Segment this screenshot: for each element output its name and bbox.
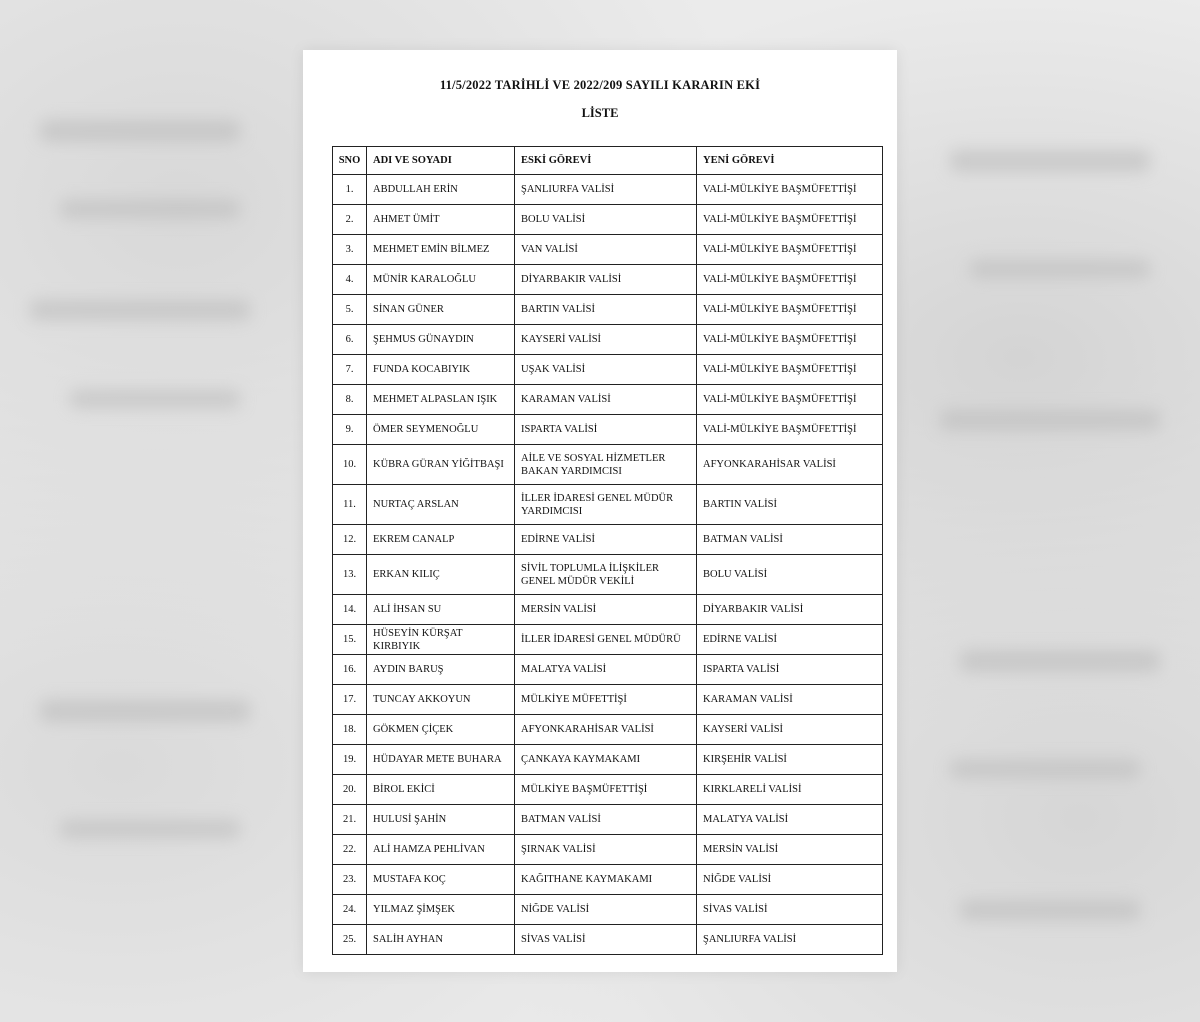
row-old-duty: İLLER İDARESİ GENEL MÜDÜRÜ [515,625,697,655]
row-name: ERKAN KILIÇ [367,555,515,595]
row-sno: 15. [333,625,367,655]
table-row [333,655,883,685]
row-old-duty: MERSİN VALİSİ [515,595,697,625]
row-sno: 14. [333,595,367,625]
row-name: HULUSİ ŞAHİN [367,805,515,835]
row-new-duty: KAYSERİ VALİSİ [697,715,883,745]
table-row [333,265,883,295]
table-row [333,525,883,555]
row-new-duty: KIRŞEHİR VALİSİ [697,745,883,775]
table-row [333,175,883,205]
row-sno: 6. [333,325,367,355]
row-name: AHMET ÜMİT [367,205,515,235]
row-name: BİROL EKİCİ [367,775,515,805]
row-new-duty: MERSİN VALİSİ [697,835,883,865]
table-row [333,445,883,485]
row-name: EKREM CANALP [367,525,515,555]
row-name: NURTAÇ ARSLAN [367,485,515,525]
row-sno: 1. [333,175,367,205]
row-new-duty: NİĞDE VALİSİ [697,865,883,895]
table-row [333,235,883,265]
row-new-duty: VALİ-MÜLKİYE BAŞMÜFETTİŞİ [697,175,883,205]
row-old-duty: EDİRNE VALİSİ [515,525,697,555]
row-sno: 3. [333,235,367,265]
table-row [333,925,883,955]
row-new-duty: VALİ-MÜLKİYE BAŞMÜFETTİŞİ [697,355,883,385]
row-name: YILMAZ ŞİMŞEK [367,895,515,925]
row-sno: 10. [333,445,367,485]
table-row [333,415,883,445]
document-subtitle: LİSTE [581,106,619,120]
row-new-duty: DİYARBAKIR VALİSİ [697,595,883,625]
row-new-duty: BARTIN VALİSİ [697,485,883,525]
row-new-duty: EDİRNE VALİSİ [697,625,883,655]
row-new-duty: AFYONKARAHİSAR VALİSİ [697,445,883,485]
row-name: GÖKMEN ÇİÇEK [367,715,515,745]
table-row [333,685,883,715]
row-new-duty: ISPARTA VALİSİ [697,655,883,685]
row-name: SİNAN GÜNER [367,295,515,325]
table-row [333,385,883,415]
row-new-duty: VALİ-MÜLKİYE BAŞMÜFETTİŞİ [697,415,883,445]
row-name: HÜSEYİN KÜRŞAT KIRBIYIK [367,625,515,655]
row-sno: 9. [333,415,367,445]
column-header-new-duty: YENİ GÖREVİ [697,147,883,175]
row-name: MEHMET ALPASLAN IŞIK [367,385,515,415]
row-old-duty: MÜLKİYE BAŞMÜFETTİŞİ [515,775,697,805]
row-new-duty: VALİ-MÜLKİYE BAŞMÜFETTİŞİ [697,385,883,415]
appointment-table [332,146,883,955]
table-row [333,865,883,895]
table-header-row [333,147,883,175]
row-old-duty: ISPARTA VALİSİ [515,415,697,445]
row-old-duty: KAĞITHANE KAYMAKAMI [515,865,697,895]
row-name: MEHMET EMİN BİLMEZ [367,235,515,265]
row-old-duty: SİVAS VALİSİ [515,925,697,955]
row-old-duty: MALATYA VALİSİ [515,655,697,685]
row-sno: 24. [333,895,367,925]
row-sno: 17. [333,685,367,715]
row-sno: 22. [333,835,367,865]
table-row [333,745,883,775]
row-sno: 16. [333,655,367,685]
row-sno: 23. [333,865,367,895]
row-old-duty: ÇANKAYA KAYMAKAMI [515,745,697,775]
row-new-duty: KIRKLARELİ VALİSİ [697,775,883,805]
row-name: SALİH AYHAN [367,925,515,955]
table-row [333,355,883,385]
row-sno: 19. [333,745,367,775]
row-old-duty: İLLER İDARESİ GENEL MÜDÜR YARDIMCISI [515,485,697,525]
row-old-duty: ŞANLIURFA VALİSİ [515,175,697,205]
row-sno: 13. [333,555,367,595]
row-old-duty: BATMAN VALİSİ [515,805,697,835]
row-sno: 4. [333,265,367,295]
row-old-duty: KARAMAN VALİSİ [515,385,697,415]
table-row [333,205,883,235]
row-old-duty: ŞIRNAK VALİSİ [515,835,697,865]
column-header-name: ADI VE SOYADI [367,147,515,175]
row-new-duty: VALİ-MÜLKİYE BAŞMÜFETTİŞİ [697,205,883,235]
row-name: FUNDA KOCABIYIK [367,355,515,385]
row-old-duty: UŞAK VALİSİ [515,355,697,385]
row-new-duty: VALİ-MÜLKİYE BAŞMÜFETTİŞİ [697,235,883,265]
table-row [333,295,883,325]
row-old-duty: BARTIN VALİSİ [515,295,697,325]
table-row [333,595,883,625]
row-old-duty: DİYARBAKIR VALİSİ [515,265,697,295]
row-name: ÖMER SEYMENOĞLU [367,415,515,445]
row-new-duty: VALİ-MÜLKİYE BAŞMÜFETTİŞİ [697,295,883,325]
row-new-duty: BATMAN VALİSİ [697,525,883,555]
table-row [333,805,883,835]
row-new-duty: VALİ-MÜLKİYE BAŞMÜFETTİŞİ [697,325,883,355]
row-sno: 2. [333,205,367,235]
row-new-duty: ŞANLIURFA VALİSİ [697,925,883,955]
table-row [333,555,883,595]
row-sno: 8. [333,385,367,415]
row-new-duty: MALATYA VALİSİ [697,805,883,835]
row-name: KÜBRA GÜRAN YİĞİTBAŞI [367,445,515,485]
row-sno: 11. [333,485,367,525]
row-name: MÜNİR KARALOĞLU [367,265,515,295]
row-old-duty: BOLU VALİSİ [515,205,697,235]
row-sno: 18. [333,715,367,745]
row-name: ŞEHMUS GÜNAYDIN [367,325,515,355]
row-name: HÜDAYAR METE BUHARA [367,745,515,775]
row-old-duty: KAYSERİ VALİSİ [515,325,697,355]
row-sno: 12. [333,525,367,555]
table-row [333,485,883,525]
table-row [333,775,883,805]
row-name: TUNCAY AKKOYUN [367,685,515,715]
row-name: MUSTAFA KOÇ [367,865,515,895]
row-sno: 7. [333,355,367,385]
row-name: AYDIN BARUŞ [367,655,515,685]
row-name: ABDULLAH ERİN [367,175,515,205]
row-old-duty: NİĞDE VALİSİ [515,895,697,925]
row-new-duty: SİVAS VALİSİ [697,895,883,925]
row-name: ALİ HAMZA PEHLİVAN [367,835,515,865]
row-old-duty: AİLE VE SOSYAL HİZMETLER BAKAN YARDIMCISI [515,445,697,485]
row-old-duty: AFYONKARAHİSAR VALİSİ [515,715,697,745]
row-sno: 25. [333,925,367,955]
document-page [303,50,897,972]
row-sno: 5. [333,295,367,325]
row-old-duty: SİVİL TOPLUMLA İLİŞKİLER GENEL MÜDÜR VEKİLİ [515,555,697,595]
row-new-duty: VALİ-MÜLKİYE BAŞMÜFETTİŞİ [697,265,883,295]
table-row [333,715,883,745]
table-row [333,325,883,355]
row-sno: 21. [333,805,367,835]
row-name: ALİ İHSAN SU [367,595,515,625]
row-new-duty: BOLU VALİSİ [697,555,883,595]
table-row [333,895,883,925]
column-header-old-duty: ESKİ GÖREVİ [515,147,697,175]
column-header-sno: SNO [333,147,367,175]
document-title: 11/5/2022 TARİHLİ VE 2022/209 SAYILI KARARIN EKİ [439,78,761,92]
row-old-duty: MÜLKİYE MÜFETTİŞİ [515,685,697,715]
table-row [333,625,883,655]
row-old-duty: VAN VALİSİ [515,235,697,265]
row-sno: 20. [333,775,367,805]
table-row [333,835,883,865]
row-new-duty: KARAMAN VALİSİ [697,685,883,715]
